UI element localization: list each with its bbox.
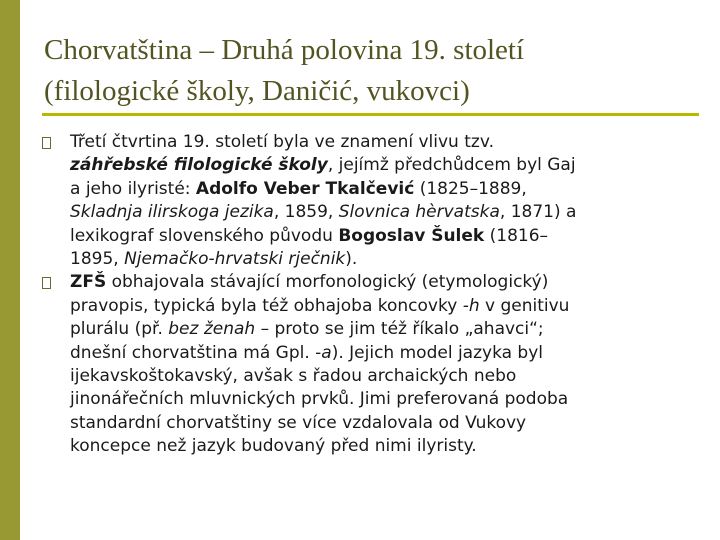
bullet-line [70, 365, 698, 388]
text-run: ). [345, 249, 358, 270]
text-run: plurálu (př. [70, 319, 169, 340]
bullet-line [70, 342, 698, 365]
text-run: , 1859, [273, 202, 339, 223]
bullet-line [70, 271, 698, 294]
text-run: Třetí čtvrtina 19. století byla ve znamení vlivu tzv. [70, 132, 494, 152]
text-run: lexikograf slovenského původu [70, 225, 339, 246]
text-run: Slovnica hèrvatska [338, 202, 500, 223]
square-bullet-icon [42, 277, 51, 289]
bullet-line [70, 435, 698, 458]
bullet-line [70, 131, 698, 154]
text-run: , 1871) a [499, 202, 577, 223]
text-run: koncepce než jazyk budovaný před nimi ilyristy. [70, 436, 477, 457]
bullet-line [70, 412, 698, 435]
bullet-line [70, 248, 698, 271]
bullet-item [38, 131, 698, 271]
text-run: bez ženah [168, 319, 256, 340]
bullet-item [38, 271, 698, 458]
left-accent-bar [0, 0, 20, 540]
text-run: ijekavskoštokavský, avšak s řadou archaických nebo [70, 366, 517, 387]
text-run: -h [462, 295, 480, 316]
text-run: záhřebské filologické školy [70, 155, 328, 176]
text-run: a jeho ilyristé: [70, 178, 196, 199]
text-run: – proto se jim též říkalo „ahavci“; [255, 319, 544, 340]
bullet-line [70, 154, 698, 177]
bullet-line [70, 295, 698, 318]
slide-title-line-1: Chorvatština – Druhá polovina 19. století [44, 34, 525, 66]
bullet-line [70, 201, 698, 224]
text-run: v genitivu [479, 295, 570, 316]
text-run: Njemačko-hrvatski rječnik [124, 249, 346, 270]
text-run: jinonářečních mluvnických prvků. Jimi preferovaná podoba [70, 389, 569, 410]
text-run: 1895, [70, 249, 125, 270]
text-run: Skladnja ilirskoga jezika [70, 202, 274, 223]
bullet-line [70, 178, 698, 201]
text-run: ZFŠ [70, 272, 107, 293]
text-run: dnešní chorvatština má Gpl. - [70, 342, 322, 363]
text-run: standardní chorvatštiny se více vzdalovala od Vukovy [70, 412, 527, 433]
slide-title-line-2: (filologické školy, Daničić, vukovci) [44, 75, 470, 107]
bullet-line [70, 225, 698, 248]
text-run: Bogoslav Šulek [338, 225, 485, 246]
text-run: (1816– [484, 225, 549, 246]
text-run: a [321, 342, 332, 363]
bullet-line [70, 318, 698, 341]
text-run: (1825–1889, [414, 178, 527, 199]
slide-title [44, 30, 694, 112]
bullet-list [38, 131, 698, 459]
text-run: ). Jejich model jazyka byl [331, 342, 544, 363]
square-bullet-icon [42, 137, 51, 149]
text-run: pravopis, typická byla též obhajoba koncovky [70, 295, 463, 316]
bullet-line [70, 388, 698, 411]
title-underline-rule [42, 113, 699, 116]
text-run: obhajovala stávající morfonologický (etymologický) [106, 272, 549, 293]
text-run: Adolfo Veber Tkalčević [195, 178, 415, 199]
text-run: , jejímž předchůdcem byl Gaj [327, 155, 576, 176]
